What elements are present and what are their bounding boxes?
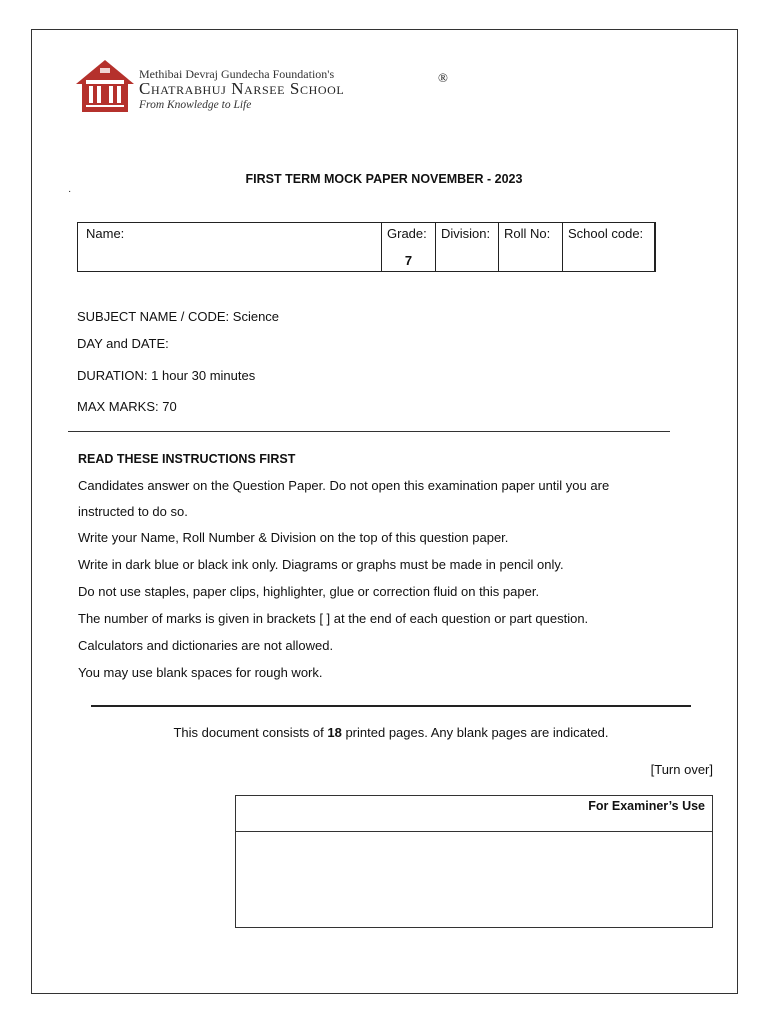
instruction-line: Write in dark blue or black ink only. Diagrams or graphs must be made in pencil only. [78, 557, 564, 572]
school-building-logo-icon [74, 58, 136, 114]
page-count: 18 [327, 725, 342, 740]
paper-title: FIRST TERM MOCK PAPER NOVEMBER - 2023 [245, 172, 523, 186]
max-marks-line: MAX MARKS: 70 [77, 399, 177, 414]
turn-over-label: [Turn over] [650, 762, 713, 777]
stray-mark: · [68, 186, 72, 197]
doc-note-before: This document consists of [173, 725, 328, 740]
roll-number-cell[interactable] [499, 223, 563, 272]
division-cell[interactable] [436, 223, 499, 272]
name-label: Name: [86, 226, 125, 241]
instruction-line: You may use blank spaces for rough work. [78, 665, 323, 680]
school-name-text: Chatrabhuj Narsee School [139, 79, 345, 98]
registered-mark: ® [438, 70, 449, 85]
division-label: Division: [441, 226, 491, 241]
grade-value: 7 [404, 253, 413, 268]
school-code-cell[interactable] [563, 223, 655, 272]
document-note [0, 725, 768, 740]
examiner-use-box [235, 795, 713, 928]
name-cell[interactable] [78, 223, 382, 272]
instruction-line: Do not use staples, paper clips, highlighter, glue or correction fluid on this paper. [78, 584, 540, 599]
instruction-line: Write your Name, Roll Number & Division on the top of this question paper. [78, 530, 509, 545]
school-tagline: From Knowledge to Life [139, 99, 252, 111]
duration-line: DURATION: 1 hour 30 minutes [77, 368, 256, 383]
roll-number-label: Roll No: [504, 226, 551, 241]
day-date-line: DAY and DATE: [77, 336, 169, 351]
instructions-title: READ THESE INSTRUCTIONS FIRST [78, 452, 296, 466]
student-info-table [77, 222, 656, 272]
divider [68, 431, 670, 432]
school-code-label: School code: [568, 226, 644, 241]
instruction-line: Candidates answer on the Question Paper. Do not open this examination paper until you are [78, 478, 610, 493]
instruction-line: instructed to do so. [78, 504, 188, 519]
instruction-line: The number of marks is given in brackets [ ] at the end of each question or part question. [78, 611, 589, 626]
examiner-use-label: For Examiner’s Use [236, 796, 712, 832]
grade-label: Grade: [387, 226, 427, 241]
foundation-name: Methibai Devraj Gundecha Foundation's [139, 67, 335, 81]
instruction-line: Calculators and dictionaries are not allowed. [78, 638, 334, 653]
doc-note-after: printed pages. Any blank pages are indicated. [341, 725, 609, 740]
subject-line: SUBJECT NAME / CODE: Science [77, 309, 280, 324]
divider-bold [91, 705, 691, 707]
grade-cell [382, 223, 436, 272]
